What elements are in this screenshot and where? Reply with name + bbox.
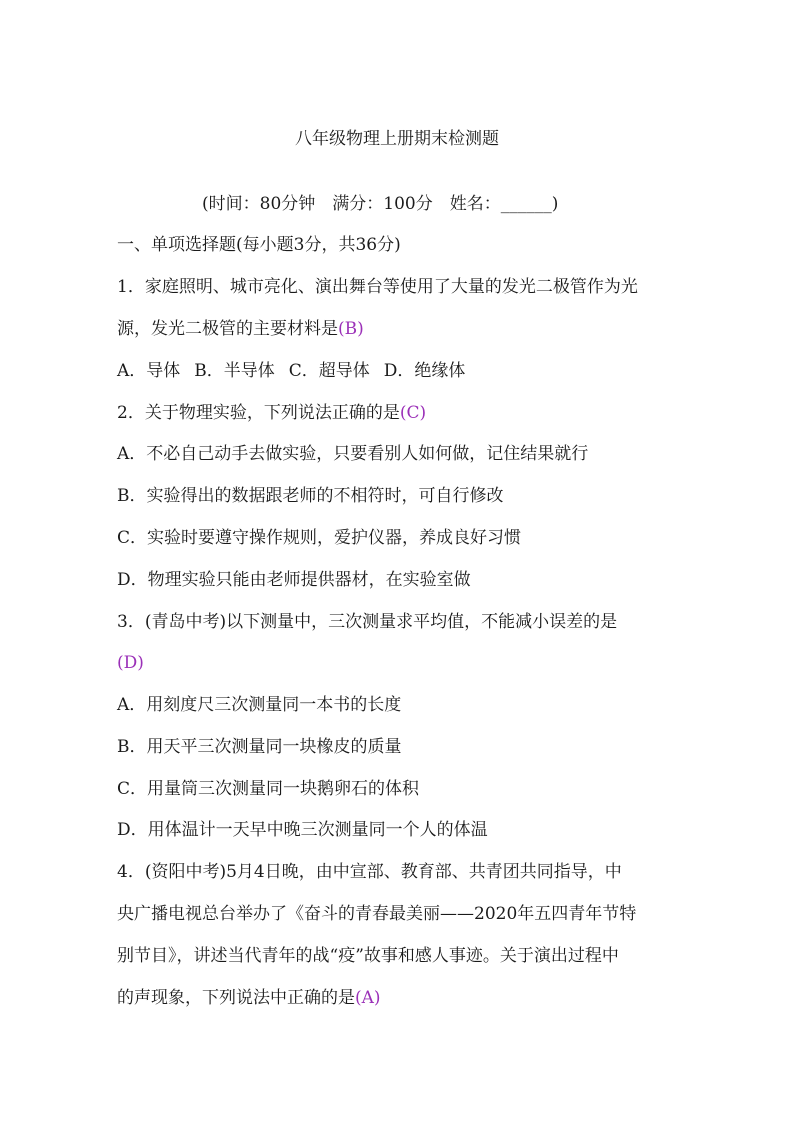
q3-answer: (D): [117, 653, 144, 673]
q1-option-d: D．绝缘体: [383, 361, 466, 381]
q3-option-a: A．用刻度尺三次测量同一本书的长度: [117, 695, 402, 715]
q4-stem-text: 的声现象，下列说法中正确的是: [117, 988, 355, 1008]
q3-answer-line: [117, 651, 144, 675]
q3-option-d: D．用体温计一天早中晚三次测量同一个人的体温: [117, 820, 488, 840]
q4-line2: 央广播电视总台举办了《奋斗的青春最美丽——2020年五四青年节特: [117, 904, 637, 924]
q3-option-c: C．用量筒三次测量同一块鹅卵石的体积: [117, 779, 420, 799]
q4-line3: 别节目》，讲述当代青年的战“疫”故事和感人事迹。关于演出过程中: [117, 946, 619, 966]
q1-option-c: C．超导体: [288, 361, 370, 381]
section-heading: 一、单项选择题(每小题3分，共36分): [117, 235, 401, 255]
q4-line1: 4．(资阳中考)5月4日晚，由中宣部、教育部、共青团共同指导，中: [117, 862, 622, 882]
q1-option-b: B．半导体: [194, 361, 275, 381]
q2-option-a: A．不必自己动手去做实验，只要看别人如何做，记住结果就行: [117, 444, 589, 464]
q3-option-b: B．用天平三次测量同一块橡皮的质量: [117, 737, 402, 757]
q2-option-c: C．实验时要遵守操作规则，爱护仪器，养成良好习惯: [117, 528, 522, 548]
q1-answer: (B): [338, 319, 364, 339]
q3-stem: 3．(青岛中考)以下测量中，三次测量求平均值，不能减小误差的是: [117, 612, 618, 632]
q4-answer: (A): [355, 988, 381, 1008]
q1-stem-line1: 1．家庭照明、城市亮化、演出舞台等使用了大量的发光二极管作为光: [117, 277, 638, 297]
q2-option-d: D．物理实验只能由老师提供器材，在实验室做: [117, 570, 471, 590]
exam-meta: (时间：80分钟 满分：100分 姓名：______): [202, 194, 559, 214]
q1-options: [117, 359, 465, 383]
q2-answer: (C): [399, 403, 427, 423]
q2-stem: [117, 401, 426, 425]
q2-option-b: B．实验得出的数据跟老师的不相符时，可自行修改: [117, 486, 504, 506]
q2-stem-text: 2．关于物理实验，下列说法正确的是: [117, 403, 400, 423]
q4-line4: [117, 986, 381, 1010]
page-title: 八年级物理上册期末检测题: [295, 129, 499, 149]
q1-stem-line2: [117, 317, 364, 341]
q1-option-a: A．导体: [117, 361, 181, 381]
q1-stem-text: 源，发光二极管的主要材料是: [117, 319, 338, 339]
